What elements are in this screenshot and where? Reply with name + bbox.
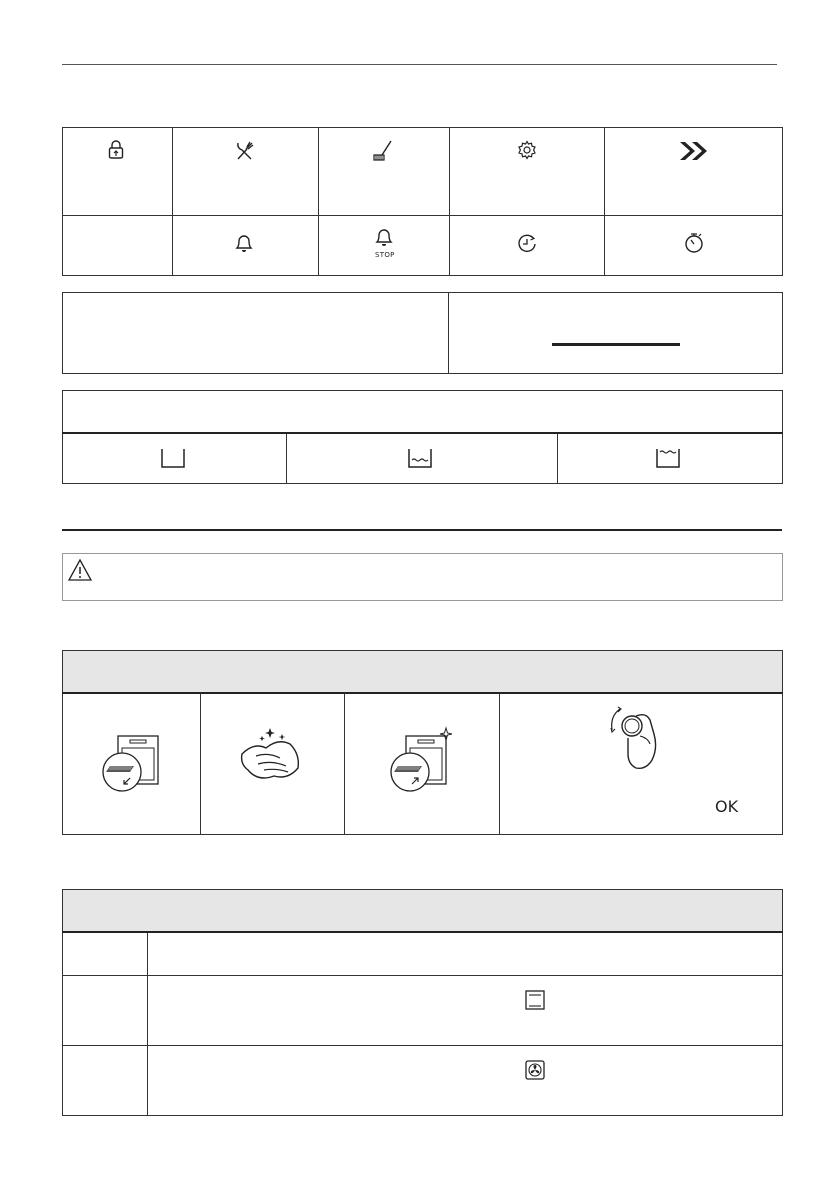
tank-full-icon — [655, 447, 681, 469]
long-dash-icon — [552, 343, 680, 346]
table-divider — [344, 693, 345, 835]
fan-icon — [524, 1059, 546, 1081]
brush-icon — [371, 140, 393, 162]
table-divider — [200, 693, 201, 835]
table-divider — [62, 432, 783, 434]
table-divider — [62, 692, 783, 694]
cleaning-cloth-icon — [238, 724, 308, 784]
double-chevron-icon — [678, 140, 710, 162]
table-divider — [286, 433, 287, 484]
bell-stop-icon — [374, 227, 394, 249]
table-divider — [172, 127, 173, 276]
table-divider — [448, 292, 449, 374]
table-divider — [604, 127, 605, 276]
stop-label: STOP — [375, 251, 395, 259]
header-rule — [62, 64, 777, 65]
table-divider — [318, 127, 319, 276]
oven-square-icon — [524, 989, 546, 1011]
table-divider — [62, 975, 783, 976]
tank-partial-icon — [407, 447, 433, 469]
display-icons-table — [62, 127, 783, 276]
table-divider — [62, 1045, 783, 1046]
table-divider — [62, 931, 783, 933]
table-divider — [499, 693, 500, 835]
table-divider — [449, 127, 450, 276]
table-divider — [557, 433, 558, 484]
ok-label: OK — [715, 797, 739, 816]
tank-empty-icon — [160, 447, 186, 469]
gear-icon — [517, 140, 537, 160]
warning-box — [62, 553, 783, 601]
fork-knife-icon — [235, 141, 255, 161]
table-divider — [147, 933, 148, 1116]
clock-arrow-icon — [516, 233, 538, 255]
temperature-table — [62, 292, 783, 374]
bell-icon — [234, 231, 254, 255]
rotate-knob-hand-icon — [606, 704, 666, 774]
oven-remove-tray-icon — [100, 734, 162, 794]
section-rule — [62, 529, 782, 531]
warning-triangle-icon — [67, 558, 93, 582]
water-tank-table — [62, 390, 783, 484]
stopwatch-icon — [683, 231, 705, 255]
function-table — [62, 889, 783, 1116]
lock-icon — [108, 140, 124, 160]
table-divider — [62, 215, 783, 216]
oven-insert-tray-icon — [388, 726, 454, 794]
